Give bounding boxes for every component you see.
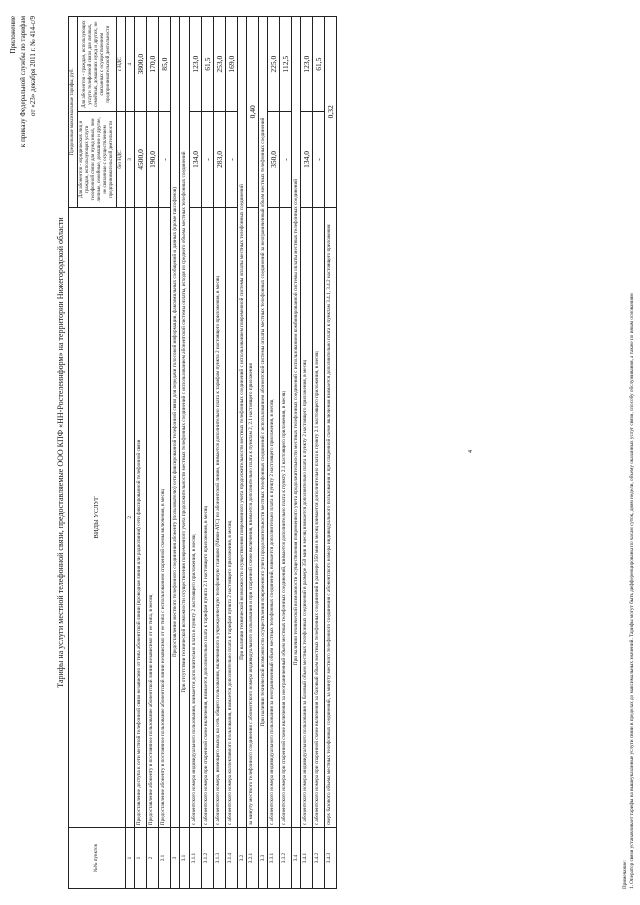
index-cell: 1 [126,828,135,889]
header-name: ВИДЫ УСЛУГ [69,207,126,827]
row-value-merged: 0,32 [325,17,337,208]
row-value-b: 3800,0 [135,17,147,112]
notes [622,293,636,889]
table-row [280,17,292,889]
row-num: 3.1.2 [201,828,213,889]
section-row [180,17,189,889]
header-col-a: Для абонентов - юридических лиц и граждан, использующих услуги телефонной связи для нужд иных, чем личные, семейные, домашние и другие, не связанные с осуществлением предпринимательской деятельности [78,112,117,207]
appendix-label: Приложение [9,16,17,54]
notes-text: 1. Оператор связи устанавливает тарифы на вышеуказанные услуги связи в пределах до максимальных значений. Тарифы могут быть дифференцированы по часам суток, дням недели, объему оказанных услуг связи, способу обслуживания, а также по иным основаниям [628,293,635,889]
header-max-tariffs: Предельные максимальные тарифы, руб. [69,17,78,208]
header-vat-a: без НДС [117,112,126,207]
section-text: При наличии технической возможности осуществления повременного учета продолжительности местных телефонных соединений с использованием повременной системы оплаты местных телефонных соединений [237,17,246,828]
row-value-b: 61,5 [201,17,213,112]
index-cell: 4 [126,17,135,112]
document-title: Тарифы на услуги местной телефонной связи, предоставляемые ООО КПФ «НН-Ростелеинформ» на территории Нижегородской области [56,217,65,688]
row-value-b: 85,0 [159,17,171,112]
notes-label: Примечание: [622,860,628,889]
row-name: с абонентского номера при спаренной схеме включения, взимается дополнительно плата к тарифам пункта 2.1 настоящего приложения, в месяц [201,207,213,827]
row-name: Предоставление доступа к сети местной телефонной связи независимо от типа абонентской линии (проводная линия или радиолиния) сети фиксированной телефонной связи [135,207,147,827]
row-num: 3.1.3 [213,828,225,889]
row-value-b: 253,0 [213,17,225,112]
row-num: 3.1.1 [189,828,201,889]
row-value-b: 169,0 [225,17,237,112]
row-num: 3.4.2 [313,828,325,889]
appendix-date: от «23» декабря 2011 г. № 414-с/9 [29,16,38,116]
header-vat-b: с НДС [117,17,126,112]
section-text: При наличии технической возможности осуществления повременного учета продолжительности местных телефонных соединений с использованием абонентской системы оплаты местных телефонных соединений за неограниченный объем местных телефонных соединений [258,17,267,828]
row-value-a: - [225,112,237,207]
tariff-table [68,16,337,889]
section-text: Предоставление местного телефонного соединения абоненту (пользователю) сети фиксированной телефонной связи для передачи голосовой информации, факсимильных сообщений и данных (кроме таксофонов) [171,17,180,828]
row-num: 3.3.1 [268,828,280,889]
row-num: 3.1.4 [225,828,237,889]
section-text: При наличии технической возможности осуществления повременного учета продолжительности местных телефонных соединений с использованием комбинированной системы оплаты местных телефонных соединений [292,17,301,828]
row-num: 3.2.1 [246,828,258,889]
appendix-order: к приказу Федеральной службы по тарифам [19,16,28,148]
table-row [268,17,280,889]
section-num: 3.1 [180,828,189,889]
table-index-row [126,17,135,889]
row-value-a: 283,0 [213,112,225,207]
row-num: 3.3.2 [280,828,292,889]
table-row [213,17,225,889]
appendix-header [8,16,38,147]
row-value-a: 190,0 [147,112,159,207]
row-name: с абонентского номера индивидуального пользования за базовый объем местных телефонных соединений в размере 350 мин в месяц взимается дополнительно плата к пункту 2 настоящего приложения, в месяц [301,207,313,827]
row-num: 2 [147,828,159,889]
row-num: 1 [135,828,147,889]
row-name: с абонентского номера индивидуального пользования, взимается дополнительно плата в пункту 2 настоящего приложения, в месяц [189,207,201,827]
index-cell: 2 [126,207,135,827]
table-row [225,17,237,889]
row-value-b: 123,0 [189,17,201,112]
header-num: №№ пунктов [69,828,126,889]
index-cell: 3 [126,112,135,207]
row-value-a: 4500,0 [135,112,147,207]
row-name: с абонентского номера, имеющего выход на сеть общего пользования, включенного в учрежденческую телефонную станцию (Мини-АТС) по абонентской линии, взимается дополнительно плата к тарифам пункта 2 настоящего приложения, в месяц [213,207,225,827]
row-value-a: - [201,112,213,207]
row-name: Предоставление абоненту в постоянное пользование абонентской линии независимо от ее типа с использованием спаренной схемы включения, в месяц [159,207,171,827]
page-marker: 4 [468,450,474,453]
row-num: 3.4.3 [325,828,337,889]
row-name: Предоставление абоненту в постоянное пользование абонентской линии независимо от ее типа, в месяц [147,207,159,827]
row-value-a: - [159,112,171,207]
row-name: с абонентского номера при спаренной схеме включения за базовый объем местных телефонных соединений в размере 350 мин в месяц взимается дополнительно плата к пункту 2.1 настоящего приложения, в месяц [313,207,325,827]
section-row [237,17,246,889]
row-value-b: 123,0 [301,17,313,112]
table-row [135,17,147,889]
row-value-b: 170,0 [147,17,159,112]
section-num: 3.3 [258,828,267,889]
row-value-a: 350,0 [268,112,280,207]
row-num: 3.4.1 [301,828,313,889]
row-name: с абонентского номера индивидуального пользования за неограниченный объем местных телефонных соединений, взимается дополнительно плата к пункту 2 настоящего приложения, в месяц [268,207,280,827]
table-row [301,17,313,889]
row-value-a: - [280,112,292,207]
row-name: с абонентского номера коллективного пользования, взимается дополнительно плата к тарифам пункта 2 настоящего приложения, в месяц [225,207,237,827]
table-row [313,17,325,889]
row-value-b: 225,0 [268,17,280,112]
row-value-b: 61,5 [313,17,325,112]
row-value-merged: 0,40 [246,17,258,208]
row-name: за минуту местного телефонного соединения с абонентского номера индивидуального пользования и при спаренной схеме включения, взимается дополнительно плата к пунктам 2, 2.1 настоящего приложения [246,207,258,827]
row-name: с абонентского номера при спаренной схеме включения за неограниченный объем местных телефонных соединений, взимается дополнительно плата к пункту 2.1 настоящего приложения, в месяц [280,207,292,827]
row-value-a: 134,0 [301,112,313,207]
row-value-a: 134,0 [189,112,201,207]
header-col-b: Для абонентов - граждан, использующих услуги телефонной связи для личных, семейных, домашних нужд и других, не связанных с осуществлением предпринимательской деятельности [78,17,117,112]
row-name: сверх базового объема местных телефонных соединений, за минуту местного телефонного соединения с абонентского номера индивидуального пользования и при спаренной схеме включения взимается дополнительно плата к пунктам 3.4.1, 3.4.2 настоящего приложения [325,207,337,827]
section-row [292,17,301,889]
section-text: При отсутствии технической возможности осуществления повременного учета продолжительности местных телефонных соединений с использованием абонентской системы оплаты, исходя из среднего объема местных телефонных соединений [180,17,189,828]
section-num: 3 [171,828,180,889]
table-row [159,17,171,889]
section-row [171,17,180,889]
table-row [189,17,201,889]
table-row [147,17,159,889]
section-num: 3.4 [292,828,301,889]
row-num: 2.1 [159,828,171,889]
section-row [258,17,267,889]
table-row [201,17,213,889]
table-header-row [69,17,78,889]
section-num: 3.2 [237,828,246,889]
table-row [246,17,258,889]
table-row [325,17,337,889]
row-value-b: 112,5 [280,17,292,112]
row-value-a: - [313,112,325,207]
